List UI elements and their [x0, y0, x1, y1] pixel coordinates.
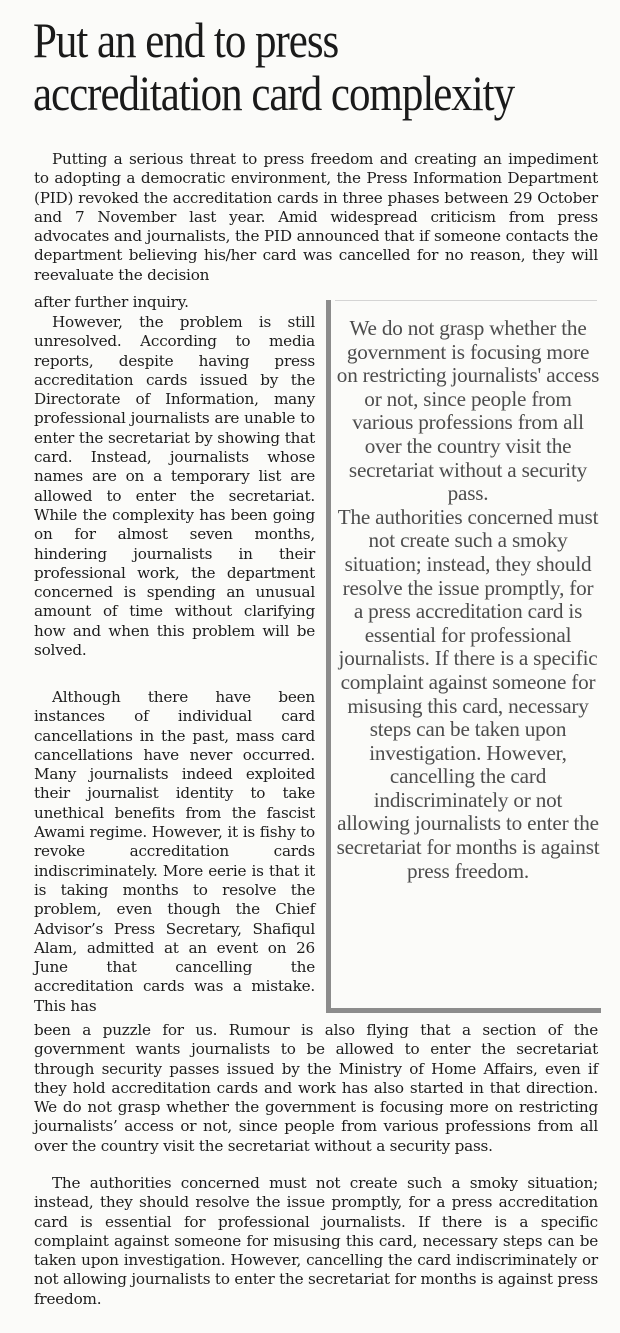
paragraph-intro-tail: after further inquiry. [34, 293, 189, 311]
headline: Put an end to press accreditation card complexity [33, 12, 515, 121]
paragraph-conclusion: The authorities concerned must not create such a smoky situation; instead, they should resolve the issue promptly, for a press accreditation card is essential for professional journalists. If there is a specific complaint against someone for misusing this card, necessary steps can be taken upon investigation. However, cancelling the card indiscriminately or not allowing journalists to enter the secretariat for months is against press freedom. [34, 1174, 598, 1308]
pull-quote-part-2: The authorities concerned must not create such a smoky situation; instead, they should resolve the issue promptly, for a press accreditation card is essential for professional journalists. If there is a specific complaint against someone for misusing this card, necessary steps can be taken upon investigation. However, cancelling the card indiscriminately or not allowing journalists to enter the secretariat for months is against press freedom. [336, 504, 600, 883]
pull-quote-part-1: We do not grasp whether the government is focusing more on restricting journalists' access or not, since people from various professions from all over the country visit the secretariat without a security pass. [336, 316, 600, 506]
paragraph-card-cancellations-continued: been a puzzle for us. Rumour is also flying that a section of the government wants journalists to be allowed to enter the secretariat through security passes issued by the Ministry of Home Affairs, even if they hold accreditation cards and work has also started in that direction. We do not grasp whether the government is focusing more on restricting journalists’ access or not, since people from various professions from all over the country visit the secretariat without a security pass. [34, 1021, 598, 1155]
paragraph-intro: Putting a serious threat to press freedom and creating an impediment to adopting a democratic environment, the Press Information Department (PID) revoked the accreditation cards in three phases between 29 October and 7 November last year. Amid widespread criticism from press advocates and journalists, the PID announced that if someone contacts the department believing his/her card was cancelled for no reason, they will reevaluate the decision [34, 150, 598, 284]
paragraph-problem-unresolved: However, the problem is still unresolved. According to media reports, despite having press accreditation cards issued by the Directorate of Information, many professional journalists are unable to enter the secretariat by showing that card. Instead, journalists whose names are on a temporary list are allowed to enter the secretariat. While the complexity has been going on for almost seven months, hindering journalists in their professional work, the department concerned is spending an unusual amount of time without clarifying how and when this problem will be solved. [34, 313, 315, 660]
pull-quote [336, 317, 600, 883]
paragraph-card-cancellations: Although there have been instances of individual card cancellations in the past, mass card cancellations have never occurred. Many journalists indeed exploited their journalist identity to take unethical benefits from the fascist Awami regime. However, it is fishy to revoke accreditation cards indiscriminately. More eerie is that it is taking months to resolve the problem, even though the Chief Advisor’s Press Secretary, Shafiqul Alam, admitted at an event on 26 June that cancelling the accreditation cards was a mistake. This has [34, 688, 315, 1015]
